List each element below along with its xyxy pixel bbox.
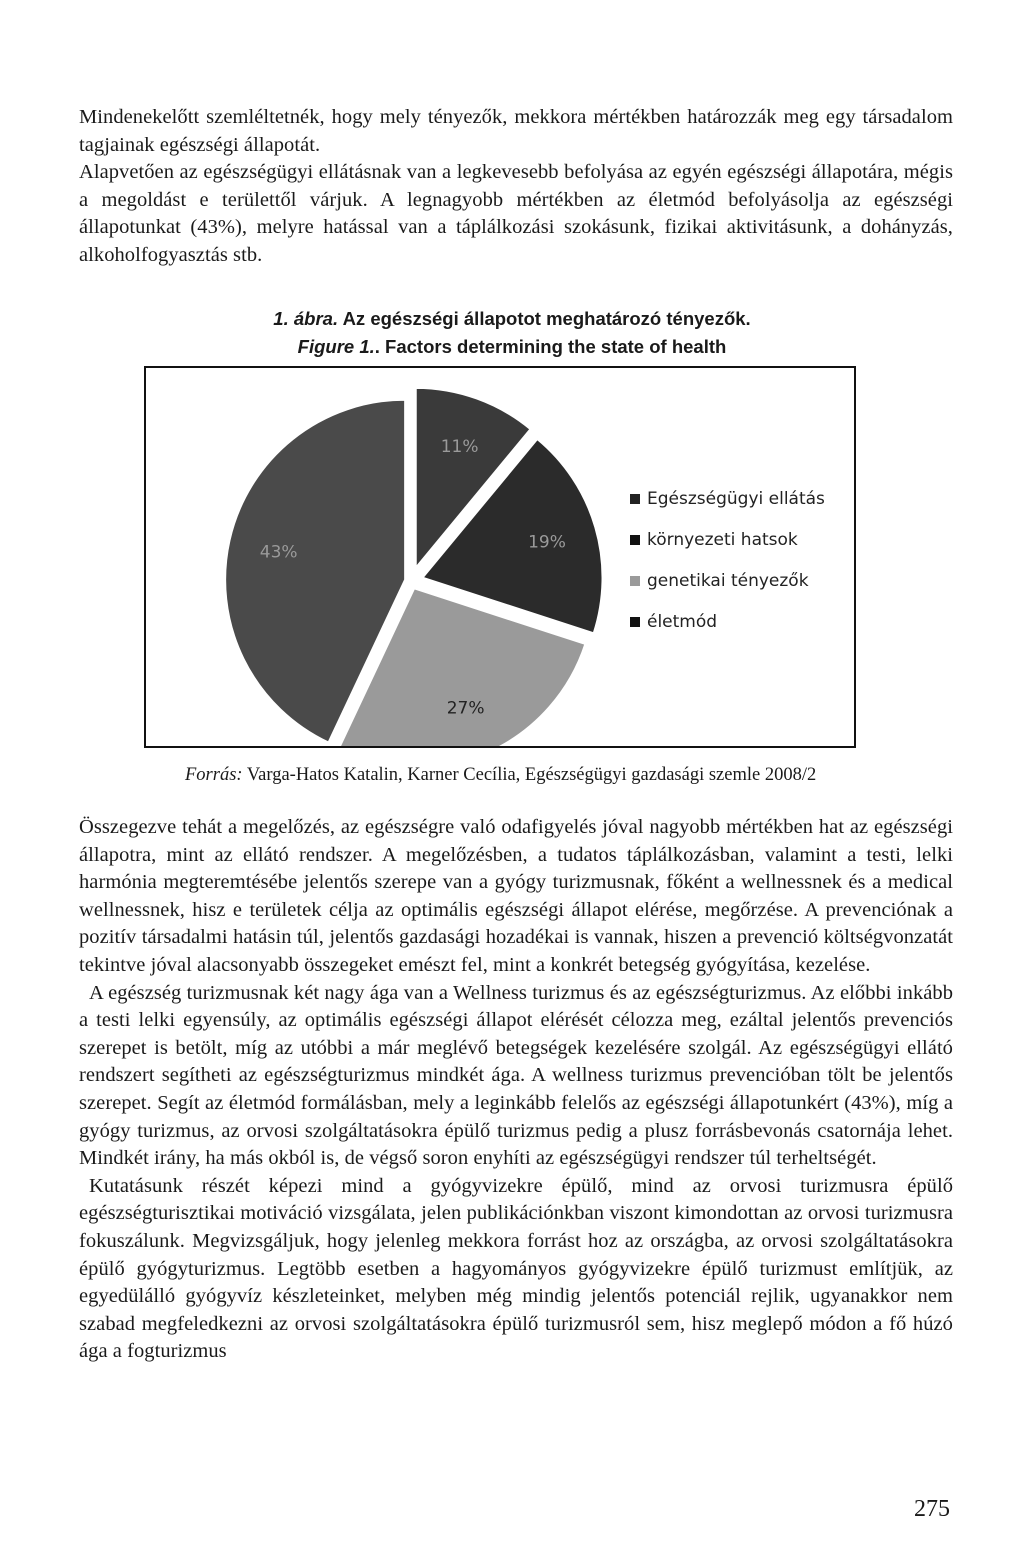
figure-frame: [144, 366, 856, 748]
legend-label: Egészségügyi ellátás: [647, 488, 825, 509]
body-text: [79, 814, 953, 1366]
legend-swatch: [630, 494, 640, 504]
paragraph: Összegezve tehát a megelőzés, az egészségre való odafigyelés jóval nagyobb mértékben hat az egészségi állapotra, mint az ellátó rendszer. A megelőzésben, a tudatos táplálkozásban, valamint a testi, lelki harmónia megteremtésébe jelentős szerepe van a gyógy turizmusnak, főként a wellnessnek és a medical wellnessnek, hisz e területek célja az optimális egészségi állapot elérése, megőrzése. A prevenciónak a pozitív társadalmi hatásin túl, jelentős gazdasági hozadékai is vannak, hiszen a prevenció költségvonzatát tekintve jóval alacsonyabb összegeket emészt fel, mint a konkrét betegség gyógyítása, kezelése.: [79, 816, 953, 976]
legend-label: genetikai tényezők: [647, 570, 809, 591]
source-label: Forrás:: [185, 765, 243, 785]
figure-title-en: . Factors determining the state of health: [374, 336, 727, 357]
paragraph: Kutatásunk részét képezi mind a gyógyvizekre épülő, mind az orvosi turizmusra épülő egészségturisztikai motiváció vizsgálata, jelen publikációnkban viszont kimondottan az orvosi turizmusra fokuszálunk. Megvizsgáljuk, hogy jelenleg mekkora forrást hoz az országba, az orvosi szolgáltatásokra épülő gyógyturizmus. Legtöbb esetben a hagyományos gyógyvizekre épülő turizmust említjük, az egyedülálló gyógyvíz készleteinket, melyben még mindig jelentős potenciál rejlik, ugyanakkor nem szabad megfeledkezni az orvosi szolgáltatásokra épülő turizmusról sem, hisz meglepő módon a fő húzó ága a fogturizmus: [79, 1174, 953, 1363]
legend-label: környezeti hatsok: [647, 529, 798, 550]
legend-item: [630, 601, 825, 642]
source-text: Varga-Hatos Katalin, Karner Cecília, Egészségügyi gazdasági szemle 2008/2: [242, 765, 817, 785]
legend-item: [630, 519, 825, 560]
paragraph: A egészség turizmusnak két nagy ága van a Wellness turizmus és az egészségturizmus. Az előbbi inkább a testi lelki egyensúly, az optimális egészségi állapot elérését célozza meg, ezáltal jelentős prevenciós szerepet is betölt, míg az utóbbi a már meglévő betegségek kezelésére szolgál. Az egészségügyi ellátó rendszert segítheti az egészségturizmus mindkét ága. A wellness turizmus prevencióban tölt be jelentős szerepet. Segít az életmód formálásban, mely a leginkább felelős az egészségi állapotunkért (43%), míg a gyógy turizmus, az orvosi szolgáltatásokra épülő turizmus pedig a plusz forrásbevonás csatornája lehet. Mindkét irány, ha más okból is, de végső soron enyhíti az egészségügyi rendszer túl terheltségét.: [79, 981, 953, 1170]
figure-title-hu: Az egészségi állapotot meghatározó tényezők.: [342, 308, 751, 329]
figure-label-hu: 1. ábra.: [273, 308, 339, 329]
figure-label-en: Figure 1.: [297, 336, 375, 357]
paragraph: Mindenekelőtt szemléltetnék, hogy mely tényezők, mekkora mértékben határozzák meg egy társadalom tagjainak egészségi állapotát.: [79, 106, 953, 156]
intro-text: [79, 104, 953, 270]
pie-slice-label-3: 27%: [446, 698, 485, 719]
chart-legend: [630, 478, 825, 642]
legend-label: életmód: [647, 611, 718, 632]
pie-slice-label-1: 11%: [440, 436, 479, 457]
pie-slice-label-4: 43%: [259, 542, 298, 563]
legend-swatch: [630, 576, 640, 586]
legend-item: [630, 560, 825, 601]
figure-caption-hu: [0, 308, 1024, 330]
page-number: 275: [914, 1496, 950, 1522]
paragraph: Alapvetően az egészségügyi ellátásnak van a legkevesebb befolyása az egyén egészségi állapotára, mégis a megoldást e területtől várjuk. A legnagyobb mértékben az életmód befolyásolja az egészségi állapotunkat (43%), melyre hatással van a táplálkozási szokásunk, fizikai aktivitásunk, a dohányzás, alkoholfogyasztás stb.: [79, 161, 953, 266]
figure-caption-en: [0, 336, 1024, 358]
legend-swatch: [630, 617, 640, 627]
legend-swatch: [630, 535, 640, 545]
figure-source: [185, 765, 816, 786]
legend-item: [630, 478, 825, 519]
pie-slice-label-2: 19%: [528, 532, 566, 553]
